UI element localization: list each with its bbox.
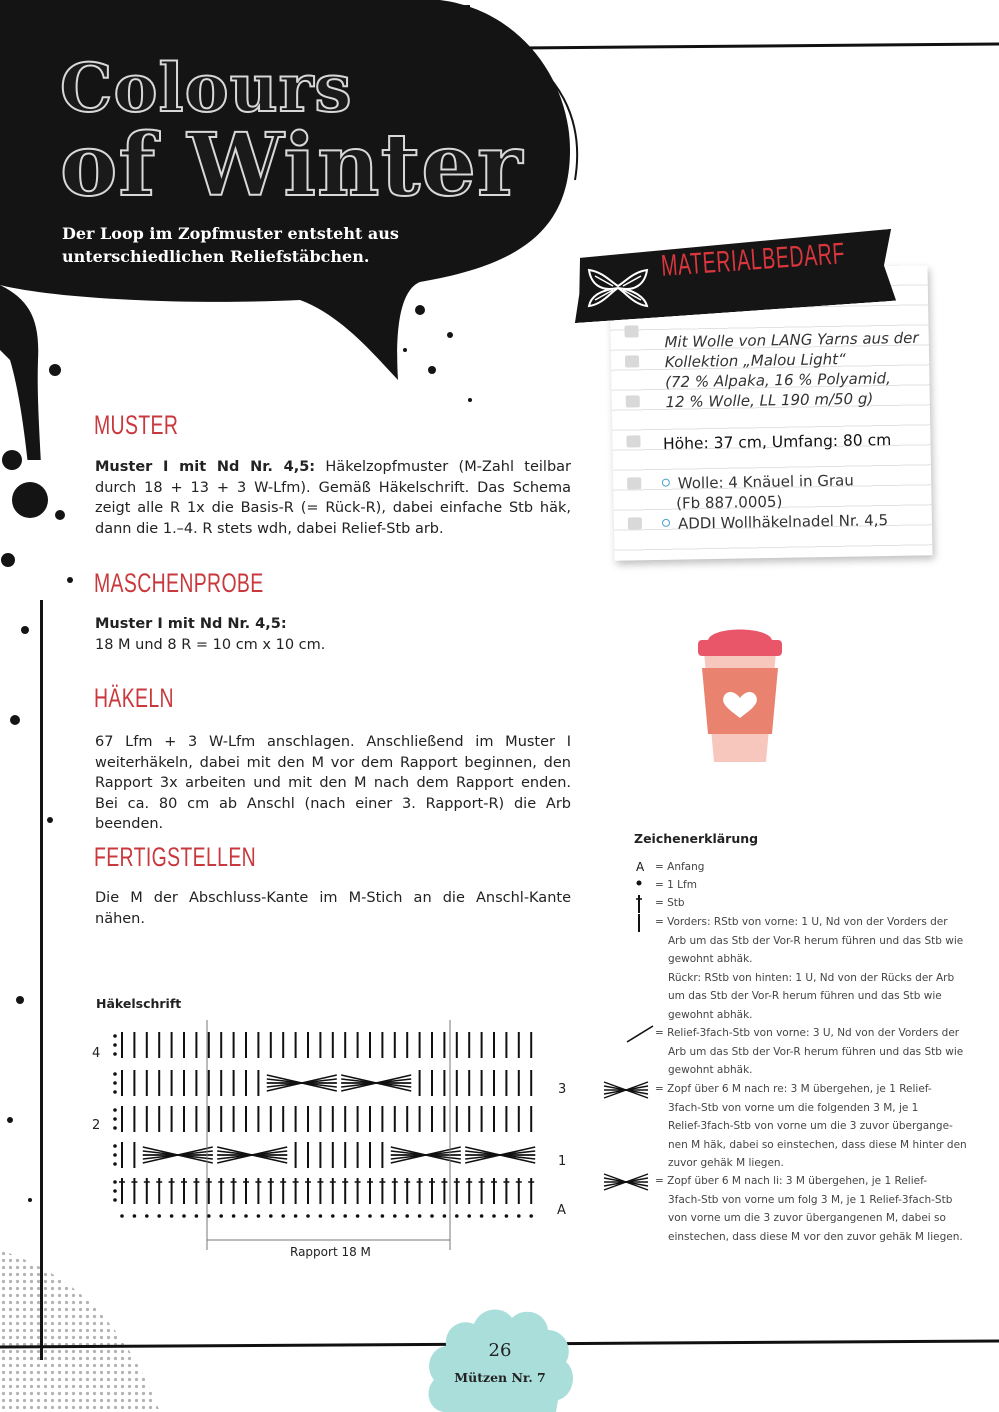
chart-chain-dot <box>455 1214 459 1218</box>
chart-chain-dot <box>381 1214 385 1218</box>
legend-line: = Zopf über 6 M nach li: 3 M übergehen, je 1 Relief- <box>655 1175 927 1187</box>
chart-chain-dot <box>219 1214 223 1218</box>
page-number: 26 <box>488 1340 512 1361</box>
chart-chain-dot <box>113 1108 117 1112</box>
heading-muster: MUSTER <box>94 410 179 440</box>
chart-chain-dot <box>120 1214 124 1218</box>
chart-chain-dot <box>319 1214 323 1218</box>
heading-haekeln: HÄKELN <box>94 683 174 713</box>
legend-line: einstechen, dass diese M vor den zuvor gehäk M liegen. <box>668 1230 963 1243</box>
chart-chain-dot <box>113 1072 117 1076</box>
legend-symbol-icon: A <box>636 860 645 874</box>
material-item <box>662 470 855 513</box>
legend-symbol-icon <box>625 1024 655 1051</box>
muster-body: Häkelzopfmuster (M-Zahl teilbar durch 18 + 13 + 3 W-Lfm). Gemäß Häkelschrift. Das Schema zeigt alle R 1x die Basis-R (= Rück-R), dabei einfache Stb häk, dann die 1.–4. R stets wdh, dabei Relief-Stb arb. <box>95 459 571 537</box>
legend-line: gewohnt abhäk. <box>668 1064 753 1076</box>
legend-symbol-icon <box>602 1080 650 1107</box>
chart-chain-dot <box>113 1162 117 1166</box>
material-intro-line: Kollektion „Malou Light“ <box>664 350 846 372</box>
legend-line: gewohnt abhäk. <box>668 1008 753 1021</box>
chart-chain-dot <box>113 1090 117 1094</box>
chart-row-label: A <box>557 1203 566 1218</box>
legend-symbol-icon <box>602 1172 650 1199</box>
chart-chain-dot <box>306 1214 310 1218</box>
legend-line: Rückr: RStb von hinten: 1 U, Nd von der Rücks der Arb <box>668 971 955 984</box>
legend-entry <box>655 858 704 877</box>
chart-chain-dot <box>113 1117 117 1121</box>
page-subtitle: Der Loop im Zopfmuster entsteht aus unterschiedlichen Reliefstäbchen. <box>62 224 399 266</box>
legend-entry <box>655 876 697 895</box>
fertigstellen-text: Die M der Abschluss-Kante im M-Stich an die Anschl-Kante nähen. <box>95 890 571 927</box>
legend-symbol-icon <box>634 913 644 940</box>
card-hole <box>627 477 641 489</box>
chart-chain-dot <box>133 1214 137 1218</box>
chart-chain-dot <box>113 1081 117 1085</box>
legend-line: 3fach-Stb von vorne um folg 3 M, je 1 Relief-3fach-Stb <box>668 1193 953 1206</box>
chart-chain-dot <box>244 1214 248 1218</box>
card-hole <box>628 517 642 529</box>
chart-row-label: 1 <box>558 1154 567 1169</box>
legend-title: Zeichenerklärung <box>634 831 759 846</box>
material-item-line1: ADDI Wollhäkelnadel Nr. 4,5 <box>677 511 889 533</box>
chart-chain-dot <box>418 1214 422 1218</box>
material-intro-line: 12 % Wolle, LL 190 m/50 g) <box>665 389 874 412</box>
maschenprobe-text <box>95 614 571 655</box>
muster-bold: Muster I mit Nd Nr. 4,5: <box>95 459 316 475</box>
page-title-line2: of Winter <box>60 115 524 216</box>
magazine-name: Mützen Nr. 7 <box>454 1370 546 1385</box>
chart-row-label: 3 <box>558 1082 567 1097</box>
card-hole <box>624 325 638 337</box>
legend-entry <box>655 1024 963 1080</box>
chart-chain-dot <box>505 1214 509 1218</box>
legend-line: = Vorders: RStb von vorne: 1 U, Nd von der Vorders der <box>655 916 948 928</box>
chart-chain-dot <box>113 1180 117 1184</box>
chart-chain-dot <box>157 1214 161 1218</box>
legend-line: = Stb <box>655 897 685 909</box>
legend-line: um das Stb der Vor-R herum führen und das Stb wie <box>668 990 942 1002</box>
material-intro <box>664 328 919 412</box>
legend-line: Relief-3fach-Stb von vorne um die 3 zuvor übergange- <box>668 1120 953 1132</box>
legend-entry <box>655 1172 963 1246</box>
crochet-chart <box>110 1018 550 1253</box>
chart-chain-dot <box>393 1214 397 1218</box>
chart-chain-dot <box>195 1214 199 1218</box>
legend-line: Arb um das Stb der Vor-R herum führen und das Stb wie <box>668 1045 964 1058</box>
chart-chain-dot <box>113 1043 117 1047</box>
legend-entry <box>655 1080 967 1173</box>
chart-chain-dot <box>480 1214 484 1218</box>
legend-entry <box>655 894 685 913</box>
haekeln-text: 67 Lfm + 3 W-Lfm anschlagen. Anschließend im Muster I weiterhäkeln, dabei mit den M vor dem Rapport beginnen, den Rapport 3x arbeiten und mit den M nach dem Rapport enden. Bei ca. 80 cm ab Anschl (nach einer 3. Rapport-R) die Arb beenden. <box>95 734 571 832</box>
chart-chain-dot <box>517 1214 521 1218</box>
chart-chain-dot <box>170 1214 174 1218</box>
bullet-icon <box>662 479 670 487</box>
legend-symbol-icon <box>634 876 644 895</box>
chart-chain-dot <box>207 1214 211 1218</box>
chart-chain-dot <box>492 1214 496 1218</box>
material-item-line2: (Fb 887.0005) <box>676 492 783 513</box>
chart-title: Häkelschrift <box>96 996 182 1011</box>
legend-line: gewohnt abhäk. <box>668 953 753 965</box>
maschenprobe-bold: Muster I mit Nd Nr. 4,5: <box>95 616 287 632</box>
chart-chain-dot <box>294 1214 298 1218</box>
material-intro-line: (72 % Alpaka, 16 % Polyamid, <box>665 369 892 392</box>
material-item <box>662 510 888 534</box>
legend-line: nen M häk, dabei so einstechen, dass diese M hinter den <box>668 1138 967 1151</box>
chart-row-label: 4 <box>92 1046 101 1061</box>
chart-chain-dot <box>281 1214 285 1218</box>
material-size: Höhe: 37 cm, Umfang: 80 cm <box>662 431 892 453</box>
legend-line: 3fach-Stb von vorne um die folgenden 3 M, je 1 <box>668 1101 919 1114</box>
chart-chain-dot <box>430 1214 434 1218</box>
chart-chain-dot <box>182 1214 186 1218</box>
chart-chain-dot <box>113 1034 117 1038</box>
yarn-icon <box>585 262 651 310</box>
card-hole <box>626 435 640 447</box>
legend-line: = Relief-3fach-Stb von vorne: 3 U, Nd von der Vorders der <box>655 1027 960 1039</box>
chart-chain-dot <box>443 1214 447 1218</box>
chart-chain-dot <box>113 1189 117 1193</box>
chart-chain-dot <box>356 1214 360 1218</box>
chart-chain-dot <box>113 1153 117 1157</box>
legend-entry <box>655 913 963 1024</box>
material-item-line1: Wolle: 4 Knäuel in Grau <box>677 471 854 493</box>
chart-chain-dot <box>467 1214 471 1218</box>
chart-chain-dot <box>113 1198 117 1202</box>
maschenprobe-body: 18 M und 8 R = 10 cm x 10 cm. <box>95 636 326 653</box>
muster-text <box>95 457 571 539</box>
legend-line: = 1 Lfm <box>655 879 697 891</box>
heading-maschenprobe: MASCHENPROBE <box>94 568 264 598</box>
chart-chain-dot <box>405 1214 409 1218</box>
legend-line: = Zopf über 6 M nach re: 3 M übergehen, je 1 Relief- <box>655 1083 932 1095</box>
halftone-pattern <box>0 1250 200 1412</box>
chart-chain-dot <box>368 1214 372 1218</box>
chart-chain-dot <box>232 1214 236 1218</box>
bubble-splatter-right <box>380 290 500 450</box>
card-hole <box>626 395 640 407</box>
chart-repeat-label: Rapport 18 M <box>290 1245 371 1259</box>
material-intro-line: Mit Wolle von LANG Yarns aus der <box>664 328 919 352</box>
legend-line: von vorne um die 3 zuvor übergangenen M, dabei so <box>668 1212 946 1224</box>
chart-chain-dot <box>269 1214 273 1218</box>
chart-chain-dot <box>113 1052 117 1056</box>
legend-line: = Anfang <box>655 861 705 873</box>
bullet-icon <box>662 519 670 527</box>
chart-chain-dot <box>113 1144 117 1148</box>
legend-line: Arb um das Stb der Vor-R herum führen und das Stb wie <box>668 934 964 947</box>
chart-chain-dot <box>343 1214 347 1218</box>
chart-chain-dot <box>257 1214 261 1218</box>
heading-fertigstellen: FERTIGSTELLEN <box>94 842 257 872</box>
legend-line: zuvor gehäk M liegen. <box>668 1157 784 1169</box>
chart-chain-dot <box>113 1126 117 1130</box>
chart-chain-dot <box>529 1214 533 1218</box>
chart-row-label: 2 <box>92 1118 101 1133</box>
coffee-cup-icon <box>690 622 790 772</box>
page-title-line1: Colours <box>60 49 353 127</box>
chart-chain-dot <box>331 1214 335 1218</box>
card-hole <box>625 355 639 367</box>
chart-chain-dot <box>145 1214 149 1218</box>
material-label: MATERIALBEDARF <box>660 237 847 283</box>
